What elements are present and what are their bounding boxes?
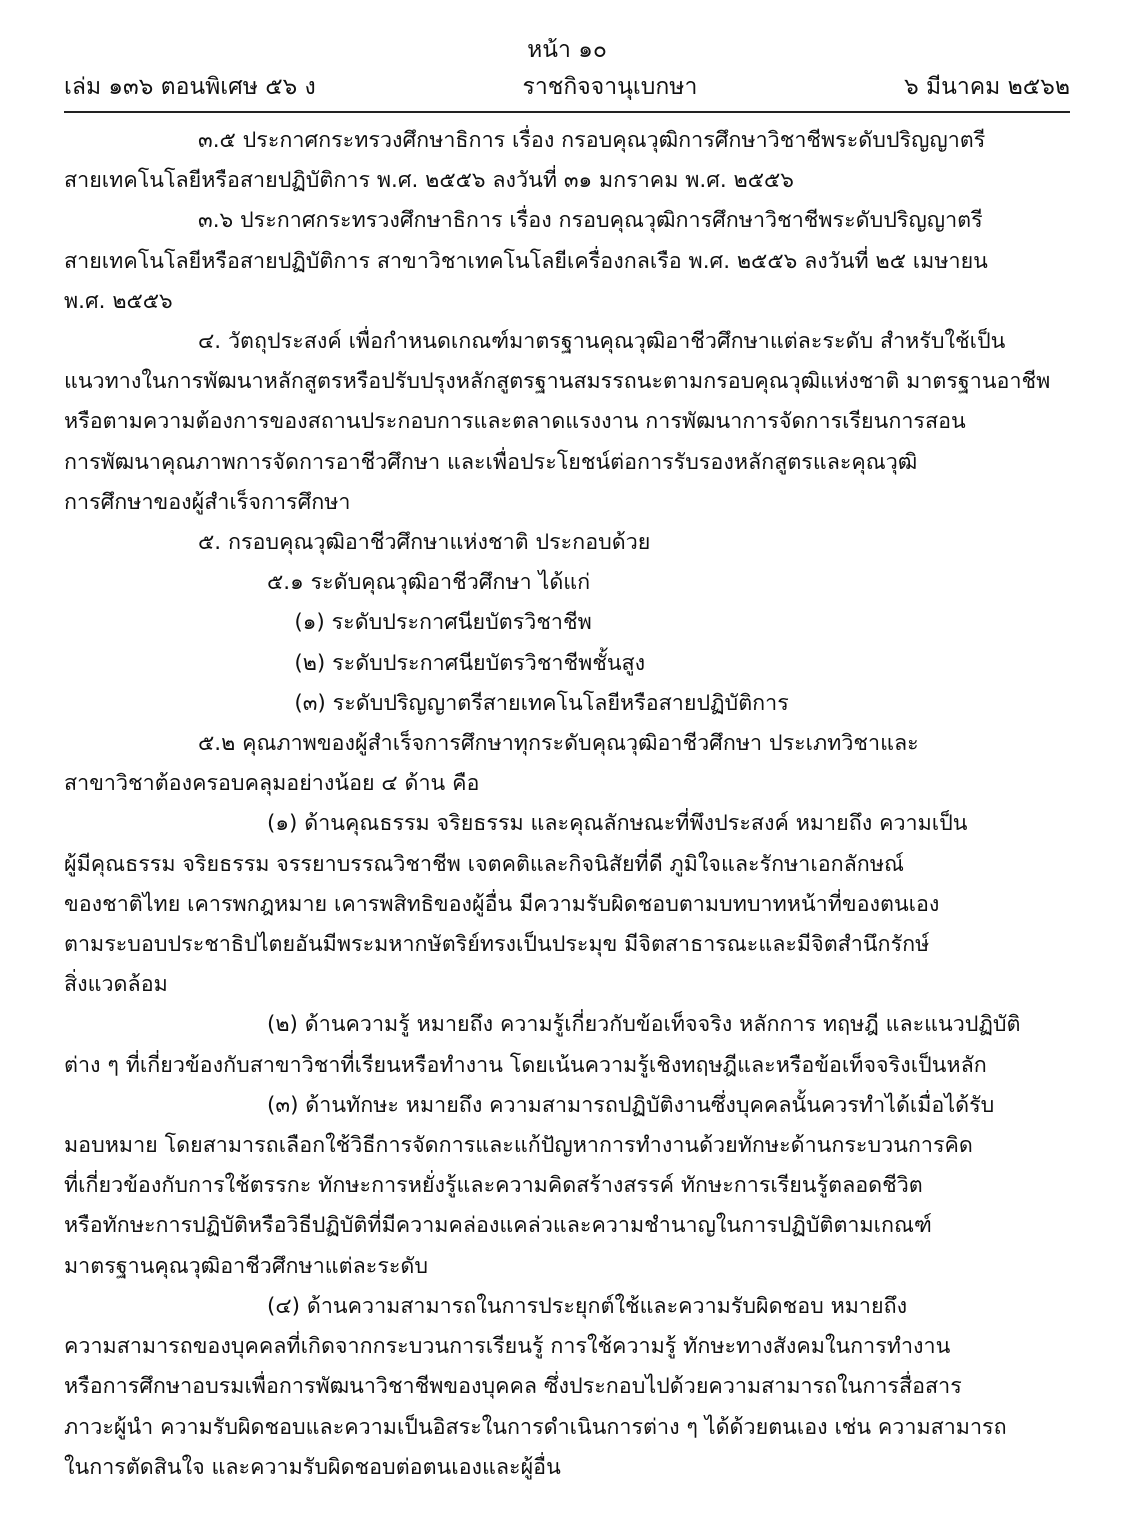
- paragraph-line: มอบหมาย โดยสามารถเลือกใช้วิธีการจัดการและแก้ปัญหาการทำงานด้วยทักษะด้านกระบวนการคิด: [64, 1133, 973, 1159]
- paragraph-line: ๓.๖ ประกาศกระทรวงศึกษาธิการ เรื่อง กรอบคุณวุฒิการศึกษาวิชาชีพระดับปริญญาตรี: [198, 208, 983, 234]
- paragraph-line: (๑) ด้านคุณธรรม จริยธรรม และคุณลักษณะที่พึงประสงค์ หมายถึง ความเป็น: [267, 811, 968, 837]
- paragraph-line: ในการตัดสินใจ และความรับผิดชอบต่อตนเองและผู้อื่น: [64, 1454, 561, 1480]
- paragraph-line: หรือการศึกษาอบรมเพื่อการพัฒนาวิชาชีพของบุคคล ซึ่งประกอบไปด้วยความสามารถในการสื่อสาร: [64, 1374, 962, 1400]
- paragraph-line: สายเทคโนโลยีหรือสายปฏิบัติการ สาขาวิชาเทคโนโลยีเครื่องกลเรือ พ.ศ. ๒๕๕๖ ลงวันที่ ๒๕ เมษายน: [64, 248, 988, 274]
- paragraph-line: ๕.๑ ระดับคุณวุฒิอาชีวศึกษา ได้แก่: [267, 570, 591, 596]
- paragraph-line: (๒) ระดับประกาศนียบัตรวิชาชีพชั้นสูง: [267, 650, 646, 676]
- gazette-title: ราชกิจจานุเบกษา: [522, 74, 698, 100]
- paragraph-line: ผู้มีคุณธรรม จริยธรรม จรรยาบรรณวิชาชีพ เจตคติและกิจนิสัยที่ดี ภูมิใจและรักษาเอกลักษณ์: [64, 851, 904, 877]
- header-rule: [64, 111, 1070, 113]
- paragraph-line: ต่าง ๆ ที่เกี่ยวข้องกับสาขาวิชาที่เรียนหรือทำงาน โดยเน้นความรู้เชิงทฤษฎีและหรือข้อเท็จจริงเป็นหลัก: [64, 1052, 987, 1078]
- paragraph-line: หรือตามความต้องการของสถานประกอบการและตลาดแรงงาน การพัฒนาการจัดการเรียนการสอน: [64, 409, 966, 435]
- paragraph-line: (๑) ระดับประกาศนียบัตรวิชาชีพ: [267, 610, 592, 636]
- paragraph-line: พ.ศ. ๒๕๕๖: [64, 288, 173, 314]
- paragraph-line: ๕. กรอบคุณวุฒิอาชีวศึกษาแห่งชาติ ประกอบด้วย: [198, 530, 651, 556]
- page-number: หน้า ๑๐: [527, 37, 607, 63]
- paragraph-line: หรือทักษะการปฏิบัติหรือวิธีปฏิบัติที่มีความคล่องแคล่วและความชำนาญในการปฏิบัติตามเกณฑ์: [64, 1213, 932, 1239]
- paragraph-line: สายเทคโนโลยีหรือสายปฏิบัติการ พ.ศ. ๒๕๕๖ ลงวันที่ ๓๑ มกราคม พ.ศ. ๒๕๕๖: [64, 168, 794, 194]
- paragraph-line: การพัฒนาคุณภาพการจัดการอาชีวศึกษา และเพื่อประโยชน์ต่อการรับรองหลักสูตรและคุณวุฒิ: [64, 449, 918, 475]
- paragraph-line: สาขาวิชาต้องครอบคลุมอย่างน้อย ๔ ด้าน คือ: [64, 771, 480, 797]
- paragraph-line: (๔) ด้านความสามารถในการประยุกต์ใช้และความรับผิดชอบ หมายถึง: [267, 1293, 908, 1319]
- paragraph-line: ที่เกี่ยวข้องกับการใช้ตรรกะ ทักษะการหยั่งรู้และความคิดสร้างสรรค์ ทักษะการเรียนรู้ตลอดชีวิต: [64, 1173, 923, 1199]
- paragraph-line: มาตรฐานคุณวุฒิอาชีวศึกษาแต่ละระดับ: [64, 1253, 429, 1279]
- paragraph-line: (๒) ด้านความรู้ หมายถึง ความรู้เกี่ยวกับข้อเท็จจริง หลักการ ทฤษฎี และแนวปฏิบัติ: [267, 1012, 1021, 1038]
- issue-date: ๖ มีนาคม ๒๕๖๒: [904, 74, 1070, 100]
- document-body: [64, 121, 1070, 1488]
- paragraph-line: (๓) ระดับปริญญาตรีสายเทคโนโลยีหรือสายปฏิบัติการ: [267, 690, 789, 716]
- paragraph-line: ของชาติไทย เคารพกฎหมาย เคารพสิทธิของผู้อื่น มีความรับผิดชอบตามบทบาทหน้าที่ของตนเอง: [64, 891, 940, 917]
- paragraph-line: ๕.๒ คุณภาพของผู้สำเร็จการศึกษาทุกระดับคุณวุฒิอาชีวศึกษา ประเภทวิชาและ: [198, 731, 919, 757]
- paragraph-line: ๔. วัตถุประสงค์ เพื่อกำหนดเกณฑ์มาตรฐานคุณวุฒิอาชีวศึกษาแต่ละระดับ สำหรับใช้เป็น: [198, 329, 1006, 355]
- volume-info: เล่ม ๑๓๖ ตอนพิเศษ ๕๖ ง: [64, 74, 316, 100]
- paragraph-line: แนวทางในการพัฒนาหลักสูตรหรือปรับปรุงหลักสูตรฐานสมรรถนะตามกรอบคุณวุฒิแห่งชาติ มาตรฐานอาชีพ: [64, 369, 1051, 395]
- paragraph-line: ๓.๕ ประกาศกระทรวงศึกษาธิการ เรื่อง กรอบคุณวุฒิการศึกษาวิชาชีพระดับปริญญาตรี: [198, 128, 986, 153]
- paragraph-line: (๓) ด้านทักษะ หมายถึง ความสามารถปฏิบัติงานซึ่งบุคคลนั้นควรทำได้เมื่อได้รับ: [267, 1092, 995, 1118]
- paragraph-line: ตามระบอบประชาธิปไตยอันมีพระมหากษัตริย์ทรงเป็นประมุข มีจิตสาธารณะและมีจิตสำนึกรักษ์: [64, 932, 930, 958]
- paragraph-line: ภาวะผู้นำ ความรับผิดชอบและความเป็นอิสระในการดำเนินการต่าง ๆ ได้ด้วยตนเอง เช่น ความสามารถ: [64, 1414, 1007, 1440]
- running-header: [64, 70, 1070, 104]
- paragraph-line: การศึกษาของผู้สำเร็จการศึกษา: [64, 489, 351, 515]
- paragraph-line: สิ่งแวดล้อม: [64, 972, 168, 998]
- paragraph-line: ความสามารถของบุคคลที่เกิดจากกระบวนการเรียนรู้ การใช้ความรู้ ทักษะทางสังคมในการทำงาน: [64, 1334, 951, 1360]
